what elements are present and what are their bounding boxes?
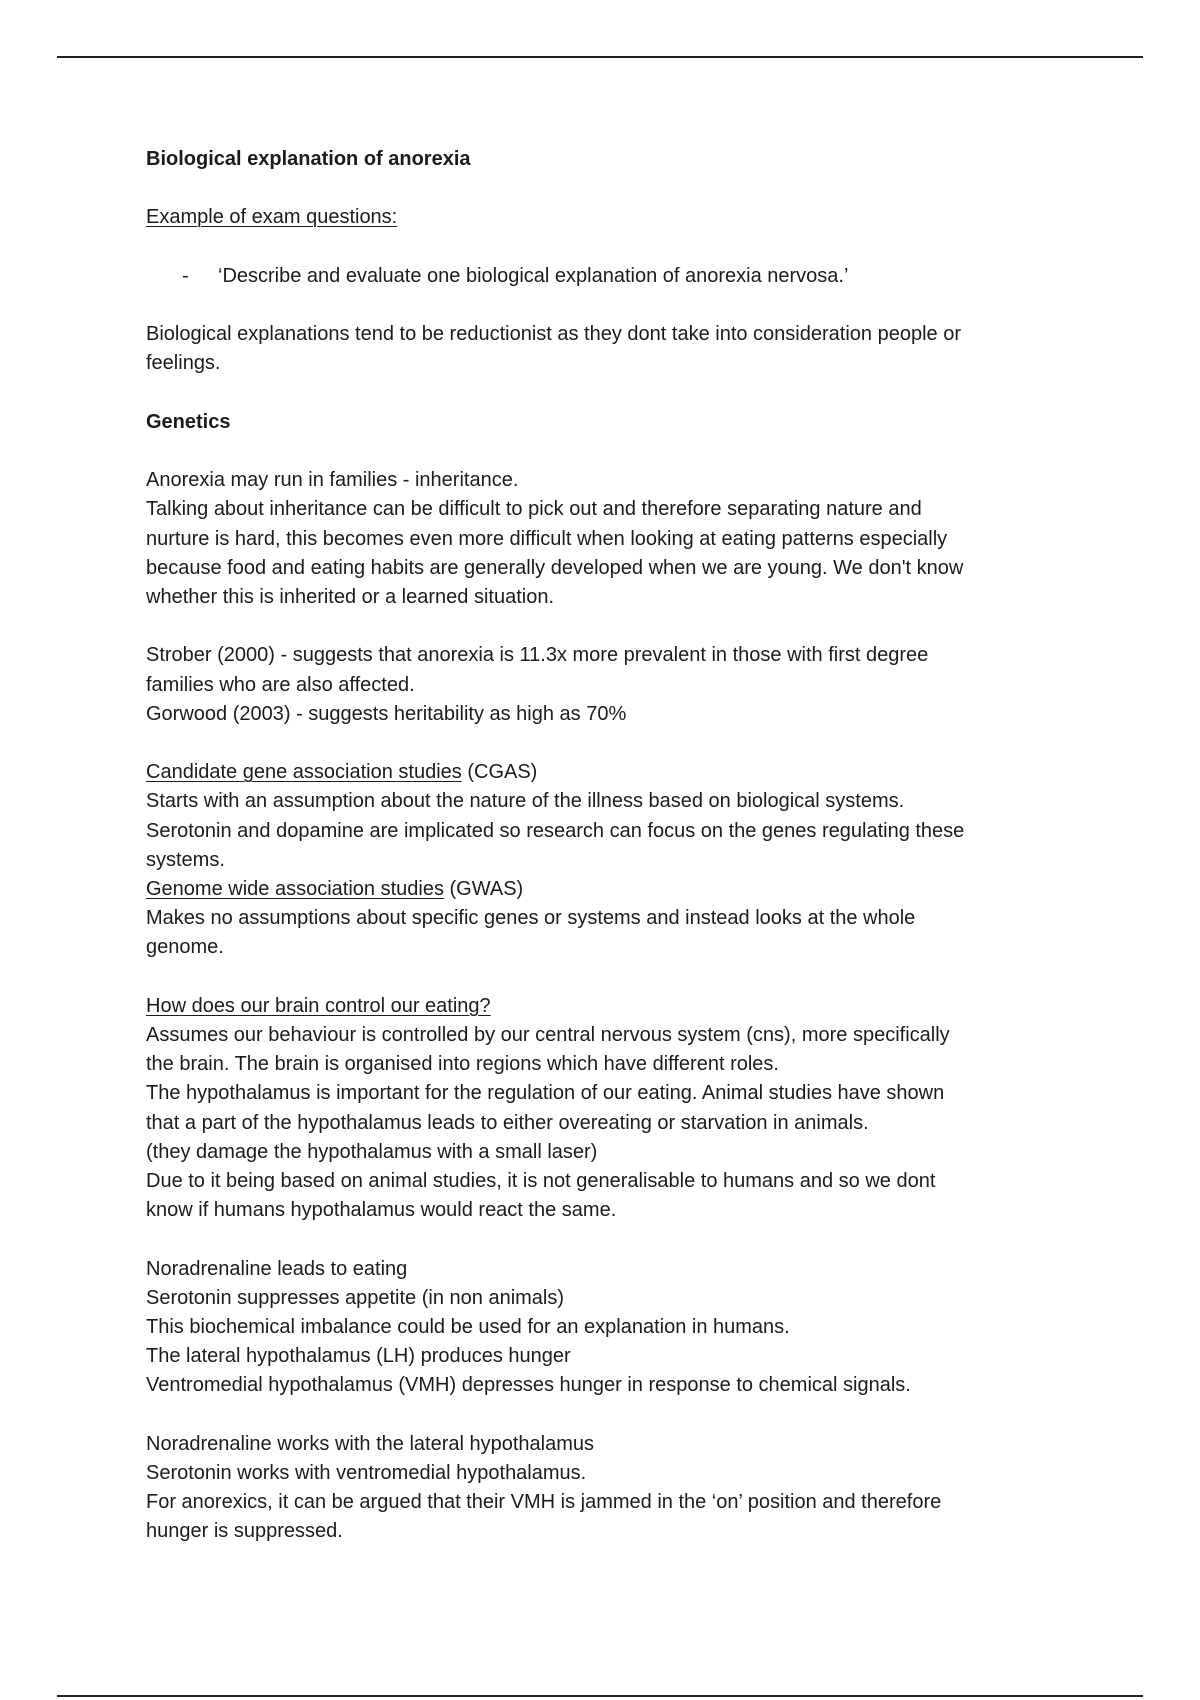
inheritance-line: whether this is inherited or a learned situation. [146,585,555,608]
brain-line: the brain. The brain is organised into regions which have different roles. [146,1053,779,1076]
cgas-line: systems. [146,848,225,871]
exam-question-text: ‘Describe and evaluate one biological explanation of anorexia nervosa.’ [218,264,849,287]
brain-line: The hypothalamus is important for the regulation of our eating. Animal studies have shown [146,1082,945,1105]
inheritance-line: because food and eating habits are generally developed when we are young. We don't know [146,556,964,579]
chemicals-line: Ventromedial hypothalamus (VMH) depresses hunger in response to chemical signals. [146,1374,911,1397]
studies-line: Gorwood (2003) - suggests heritability as high as 70% [146,702,627,725]
gwas-line: Makes no assumptions about specific genes or systems and instead looks at the whole [146,907,916,930]
brain-line: Assumes our behaviour is controlled by our central nervous system (cns), more specifically [146,1023,950,1046]
cgas-line: Serotonin and dopamine are implicated so research can focus on the genes regulating these [146,819,965,842]
inheritance-line: Anorexia may run in families - inheritance. [146,469,519,492]
chemicals-line: The lateral hypothalamus (LH) produces hunger [146,1345,571,1368]
cgas-label: Candidate gene association studies [146,761,462,784]
bottom-rule [57,1695,1143,1697]
genetics-heading: Genetics [146,410,231,433]
exam-questions-heading [146,203,1066,232]
document-title: Biological explanation of anorexia [146,148,471,170]
gwas-abbr: (GWAS) [443,877,524,900]
document-body [146,145,1066,1547]
cgas-line: Starts with an assumption about the nature of the illness based on biological systems. [146,790,905,813]
inheritance-line: Talking about inheritance can be difficult to pick out and therefore separating nature and [146,498,922,521]
gwas-line: genome. [146,936,224,959]
brain-line: Due to it being based on animal studies, it is not generalisable to humans and so we dont [146,1169,936,1192]
vmh-line: For anorexics, it can be argued that their VMH is jammed in the ‘on’ position and therefore [146,1491,942,1514]
inheritance-line: nurture is hard, this becomes even more difficult when looking at eating patterns especially [146,527,948,550]
brain-line: (they damage the hypothalamus with a small laser) [146,1140,598,1163]
gwas-heading [146,875,1066,904]
cgas-abbr: (CGAS) [461,761,538,784]
cgas-heading [146,758,1066,787]
chemicals-line: Serotonin suppresses appetite (in non animals) [146,1286,565,1309]
studies-line: families who are also affected. [146,673,415,696]
brain-heading-text: How does our brain control our eating? [146,994,491,1017]
brain-heading [146,992,1066,1021]
bullet-dash: - [182,264,189,287]
vmh-line: Noradrenaline works with the lateral hypothalamus [146,1432,595,1455]
top-rule [57,56,1143,58]
exam-question-item [146,262,1066,291]
vmh-line: Serotonin works with ventromedial hypothalamus. [146,1461,587,1484]
chemicals-line: Noradrenaline leads to eating [146,1257,408,1280]
exam-questions-heading-text: Example of exam questions: [146,206,398,229]
brain-line: that a part of the hypothalamus leads to either overeating or starvation in animals. [146,1111,869,1134]
studies-line: Strober (2000) - suggests that anorexia is 11.3x more prevalent in those with first degree [146,644,929,667]
intro-line: Biological explanations tend to be reductionist as they dont take into consideration people or [146,323,961,346]
brain-line: know if humans hypothalamus would react the same. [146,1199,617,1222]
vmh-line: hunger is suppressed. [146,1520,343,1543]
gwas-label: Genome wide association studies [146,877,444,900]
chemicals-line: This biochemical imbalance could be used for an explanation in humans. [146,1315,790,1338]
intro-line: feelings. [146,352,221,375]
